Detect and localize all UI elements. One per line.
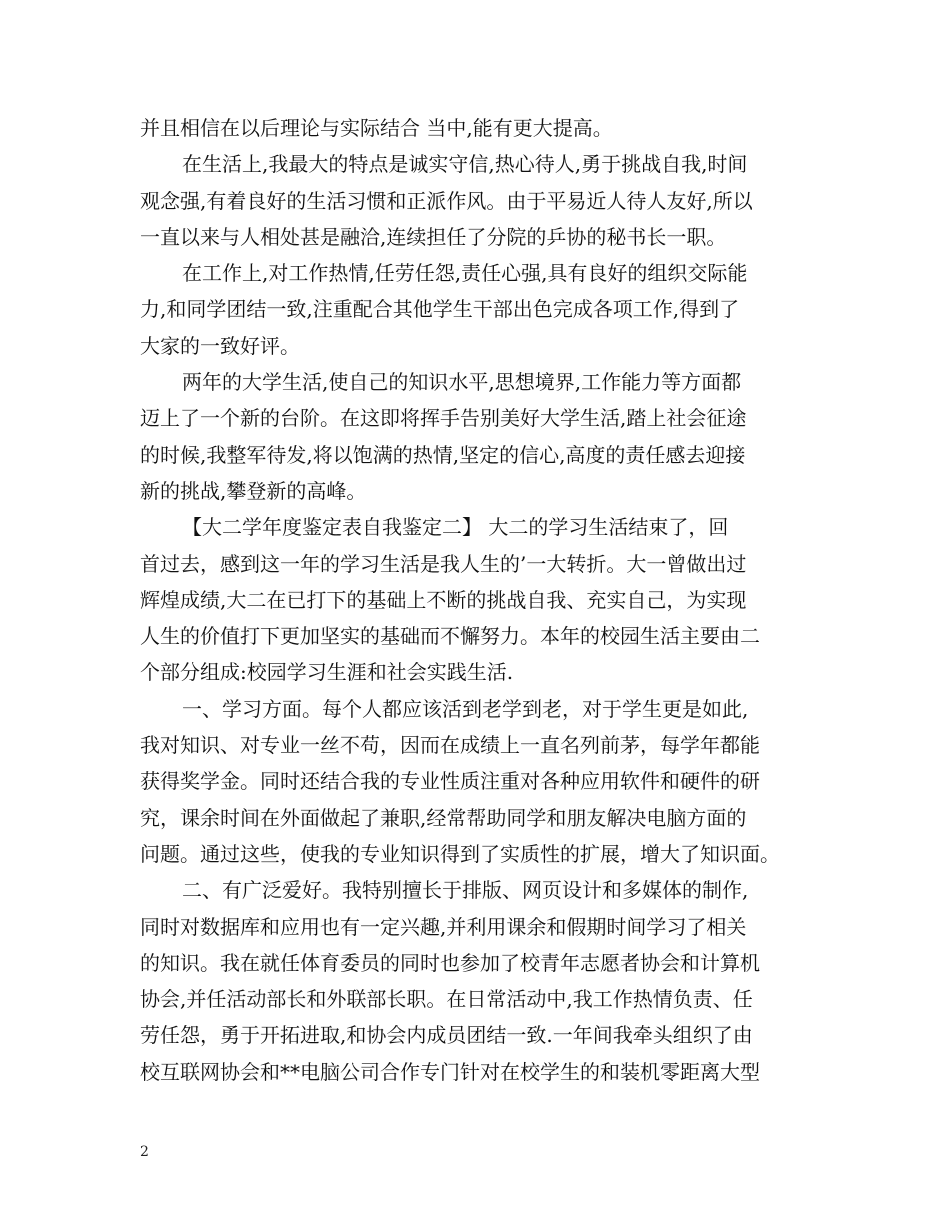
text-line: 辉煌成绩,大二在已打下的基础上不断的挑战自我、充实自己，为实现 (140, 587, 747, 612)
text-line: 的时候,我整军待发,将以饱满的热情,坚定的信心,高度的责任感去迎接 (140, 442, 746, 467)
text-line: 校互联网协会和**电脑公司合作专门针对在校学生的和装机零距离大型 (140, 1059, 760, 1084)
text-line: 首过去，感到这一年的学习生活是我人生的’一大转折。大一曾做出过 (140, 551, 747, 576)
text-line: 同时对数据库和应用也有一定兴趣,并利用课余和假期时间学习了相关 (140, 914, 747, 939)
text-line: 劳任怨，勇于开拓进取,和协会内成员团结一致.一年间我牵头组织了由 (140, 1023, 753, 1048)
text-line: 一、学习方面。每个人都应该活到老学到老，对于学生更是如此, (182, 696, 749, 721)
text-line: 协会,并任活动部长和外联部长职。在日常活动中,我工作热情负责、任 (140, 987, 753, 1012)
text-line: 二、有广泛爱好。我特别擅长于排版、网页设计和多媒体的制作, (182, 878, 749, 903)
text-line: 问题。通过这些，使我的专业知识得到了实质性的扩展，增大了知识面。 (140, 841, 780, 866)
text-line: 观念强,有着良好的生活习惯和正派作风。由于平易近人待人友好,所以 (140, 188, 753, 213)
text-line: 力,和同学团结一致,注重配合其他学生干部出色完成各项工作,得到了 (140, 297, 740, 322)
text-line: 新的挑战,攀登新的高峰。 (140, 478, 367, 503)
text-line: 大家的一致好评。 (140, 333, 300, 358)
text-line: 个部分组成:校园学习生涯和社会实践生活. (140, 660, 514, 685)
text-line: 在工作上,对工作热情,任劳任怨,责任心强,具有良好的组织交际能 (182, 261, 748, 286)
text-line: 并且相信在以后理论与实际结合 当中,能有更大提高。 (140, 116, 613, 140)
text-line: 究，课余时间在外面做起了兼职,经常帮助同学和朋友解决电脑方面的 (140, 805, 747, 830)
text-line: 在生活上,我最大的特点是诚实守信,热心待人,勇于挑战自我,时间 (182, 152, 748, 177)
text-line: 两年的大学生活,使自己的知识水平,思想境界,工作能力等方面都 (182, 370, 742, 395)
text-line: 【大二学年度鉴定表自我鉴定二】 大二的学习生活结束了，回 (182, 515, 729, 540)
page-number: 2 (140, 1144, 149, 1160)
text-line: 人生的价值打下更加坚实的基础而不懈努力。本年的校园生活主要由二 (140, 624, 760, 649)
text-line: 一直以来与人相处甚是融洽,连续担任了分院的乒协的秘书长一职。 (140, 224, 727, 249)
text-line: 的知识。我在就任体育委员的同时也参加了校青年志愿者协会和计算机 (140, 950, 760, 975)
document-body (140, 110, 830, 1090)
text-line: 我对知识、对专业一丝不苟，因而在成绩上一直名列前茅，每学年都能 (140, 733, 760, 758)
text-line: 获得奖学金。同时还结合我的专业性质注重对各种应用软件和硬件的研 (140, 769, 760, 794)
text-line: 迈上了一个新的台阶。在这即将挥手告别美好大学生活,踏上社会征途 (140, 406, 747, 431)
